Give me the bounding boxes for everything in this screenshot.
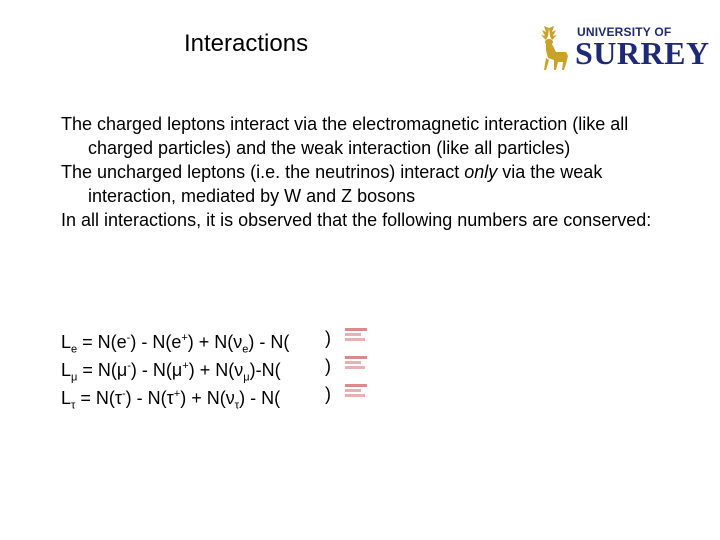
university-logo (532, 22, 710, 74)
lepton-number-equations (61, 324, 331, 412)
body-text (61, 112, 661, 232)
eq-close-paren: ) (325, 356, 331, 376)
slide-title: Interactions (184, 30, 309, 57)
eq-term: ) + N(ν (188, 360, 244, 380)
missing-image-placeholder-icon (345, 356, 371, 374)
eq-lhs-sub: τ (71, 399, 76, 412)
missing-image-placeholder-icon (345, 328, 371, 346)
eq-term: ) - N( (239, 388, 281, 408)
eq-term: ) + N(ν (187, 332, 243, 352)
paragraph-text: The uncharged leptons (i.e. the neutrinos) interact (61, 162, 465, 182)
emphasis-only: only (464, 162, 498, 182)
paragraph-conservation: In all interactions, it is observed that the following numbers are conserved: (61, 210, 652, 230)
equation-muon-number (61, 352, 331, 384)
equation-electron-number (61, 324, 331, 356)
eq-term: = N(τ (75, 388, 122, 408)
eq-term: = N(μ (77, 360, 128, 380)
eq-sub: μ (243, 371, 250, 384)
paragraph-text: via the weak interaction, mediated by W and Z bosons (88, 162, 603, 206)
eq-close-paren: ) (325, 328, 331, 348)
eq-sub: e (242, 343, 249, 356)
eq-sup: + (173, 388, 181, 400)
eq-close-paren: ) (325, 384, 331, 404)
eq-sup: - (127, 360, 131, 372)
paragraph-charged-leptons: The charged leptons interact via the electromagnetic interaction (like all charged particles) and the weak interaction (like all particles) (61, 114, 629, 158)
eq-term: ) + N(ν (180, 388, 235, 408)
eq-lhs: L (61, 388, 72, 408)
eq-term: = N(e (77, 332, 127, 352)
paragraph-uncharged-leptons (61, 160, 661, 208)
eq-sup: + (181, 332, 188, 344)
eq-lhs-sub: μ (71, 371, 78, 384)
eq-sup: - (122, 388, 126, 400)
eq-lhs: L (61, 360, 72, 380)
eq-sup: - (126, 332, 131, 344)
logo-surrey-text: SURREY (575, 35, 710, 71)
eq-term: ) - N(e (130, 332, 182, 352)
eq-term: )-N( (249, 360, 281, 380)
eq-sup: + (182, 360, 189, 372)
equation-tau-number (61, 380, 331, 412)
logo-university-text: UNIVERSITY OF (577, 25, 672, 39)
eq-lhs-sub: e (71, 343, 78, 356)
stag-icon (532, 22, 572, 72)
eq-term: ) - N(μ (130, 360, 183, 380)
eq-term: ) - N( (248, 332, 290, 352)
eq-sub: τ (234, 399, 240, 412)
missing-image-placeholder-icon (345, 384, 371, 402)
eq-lhs: L (61, 332, 72, 352)
eq-term: ) - N(τ (125, 388, 174, 408)
